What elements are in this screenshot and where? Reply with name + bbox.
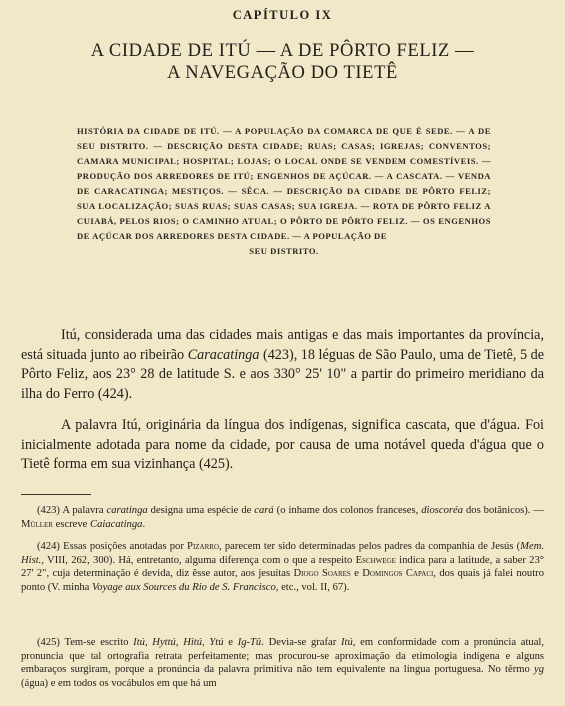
footnote-italic: caratinga: [106, 505, 148, 516]
footnote-italic: yg: [534, 664, 544, 676]
footnote-text: escreve: [52, 518, 91, 530]
chapter-summary-text: HISTÓRIA DA CIDADE DE ITÚ. — A POPULAÇÃO DA COMARCA DE QUE É SEDE. — A DE SEU DISTRITO. — DESCRIÇÃO DESTA CIDADE; RUAS; CASAS; IGREJAS; CONVENTOS; CAMARA MUNICIPAL; HOSPITAL; LOJAS; O LOCAL ONDE SE VENDEM COMESTÍVEIS. — PRODUÇÃO DOS ARREDORES DE ITÚ; ENGENHOS DE AÇÚCAR. — A CASCATA. — VENDA DE CARACATINGA; MESTIÇOS. — SÊCA. — DESCRIÇÃO DA CIDADE DE PÔRTO FELIZ; SUA LOCALIZAÇÃO; SUAS RUAS; SUAS CASAS; SUA IGREJA. — ROTA DE PÔRTO FELIZ A CUIABÁ, PELOS RIOS; O CAMINHO ATUAL; O PÔRTO DE PÔRTO FELIZ. — OS ENGENHOS DE AÇÚCAR DOS ARREDORES DESTA CIDADE. — A POPULAÇÃO DE: [77, 126, 491, 241]
body-paragraph-1-text-a: Itú, considerada uma das cidades mais antigas e das mais importantes da província, está situada junto ao ribeirão: [21, 327, 544, 363]
footnote-text: indica para a latitude, a saber 23° 27' 2", cuja determinação é devida, diz êsse autor, aos jesuítas: [21, 554, 544, 580]
footnote-divider: [21, 494, 91, 495]
body-paragraph-1-text-b: (423), 18 léguas de São Paulo, uma de Tietê, 5 de Pôrto Feliz, aos 23° 28 de latitude S. e aos 330° 25' 10" a partir do primeiro meridiano da ilha do Ferro (424).: [21, 346, 544, 402]
footnote-italic: Itú: [340, 637, 353, 648]
footnote-author-name: Müller: [21, 518, 53, 530]
footnote-author-name: Domingos Capaci: [362, 568, 434, 580]
footnote-text: (o inhame dos colonos franceses,: [273, 505, 422, 516]
footnote-author-name: Eschwege: [355, 554, 396, 566]
footnote-text: (água) e em todos os vocábulos em que há um: [21, 677, 217, 689]
footnote-text: , VIII, 262, 300). Há, entretanto, alguma diferença com o que a respeito: [41, 554, 356, 566]
body-paragraph-2-text: A palavra Itú, originária da língua dos indígenas, significa cascata, que d'água. Foi inicialmente adotada para nome da cidade, por causa de uma notável queda d'água que o Tietê forma em sua vizinhança (425).: [21, 417, 544, 473]
body-paragraph-1-italic: Caracatinga: [187, 346, 260, 363]
footnote-text: e: [350, 568, 363, 580]
footnote-424: [21, 540, 544, 594]
chapter-title: [20, 40, 545, 84]
footnote-italic: Caiacatinga: [90, 518, 143, 530]
footnote-text: (425) Tem-se escrito: [37, 637, 134, 648]
footnote-text: , etc., vol. II, 67).: [275, 581, 350, 593]
footnote-text: . Devia-se grafar: [261, 637, 341, 648]
footnote-text: dos botânicos). —: [463, 505, 544, 516]
body-paragraph-2: [21, 416, 544, 475]
footnote-text: , parecem ter sido determinadas pelos padres da companhia de Jesús (: [219, 541, 521, 552]
chapter-heading: CAPÍTULO IX: [232, 8, 333, 22]
footnote-italic: dioscoréa: [421, 505, 464, 516]
footnote-author-name: Diogo Soares: [293, 568, 351, 580]
footnote-italic: Itú, Hyttú, Hitú, Ytú: [133, 637, 224, 648]
footnote-italic: Ig-Tû: [237, 637, 262, 648]
body-paragraph-1: [21, 326, 544, 404]
footnote-423: [21, 504, 544, 531]
footnote-italic: Voyage aux Sources du Rio de S. Francisco: [92, 581, 276, 593]
chapter-title-line-2: A NAVEGAÇÃO DO TIETÊ: [167, 63, 398, 83]
chapter-summary: [77, 124, 491, 259]
chapter-title-line-1: A CIDADE DE ITÚ — A DE PÔRTO FELIZ —: [90, 41, 475, 61]
footnote-text: (424) Essas posições anotadas por: [37, 541, 188, 552]
footnote-text: .: [142, 518, 146, 530]
footnote-italic: cará: [254, 505, 274, 516]
footnote-text: designa uma espécie de: [147, 505, 255, 516]
footnote-text: e: [223, 637, 238, 648]
footnote-text: (423) A palavra: [37, 505, 107, 516]
footnote-author-name: Pizarro: [187, 541, 219, 552]
footnote-text: , em conformidade com a pronúncia atual, pronuncia que tal ortografia retrata perfeitamente; mas procurou-se aproximação da etimologia indígena e alguns embaraços surgiram, porque a pronúncia da palavra primitiva não tem equivalente na língua portuguesa. No têrmo: [21, 637, 544, 676]
footnote-425: [21, 636, 544, 690]
footnote-italic: Mem. Hist.: [21, 541, 544, 566]
chapter-summary-last-line: SEU DISTRITO.: [249, 246, 319, 256]
footnote-text: , dos quais já falei noutro ponto (V. minha: [21, 568, 544, 593]
